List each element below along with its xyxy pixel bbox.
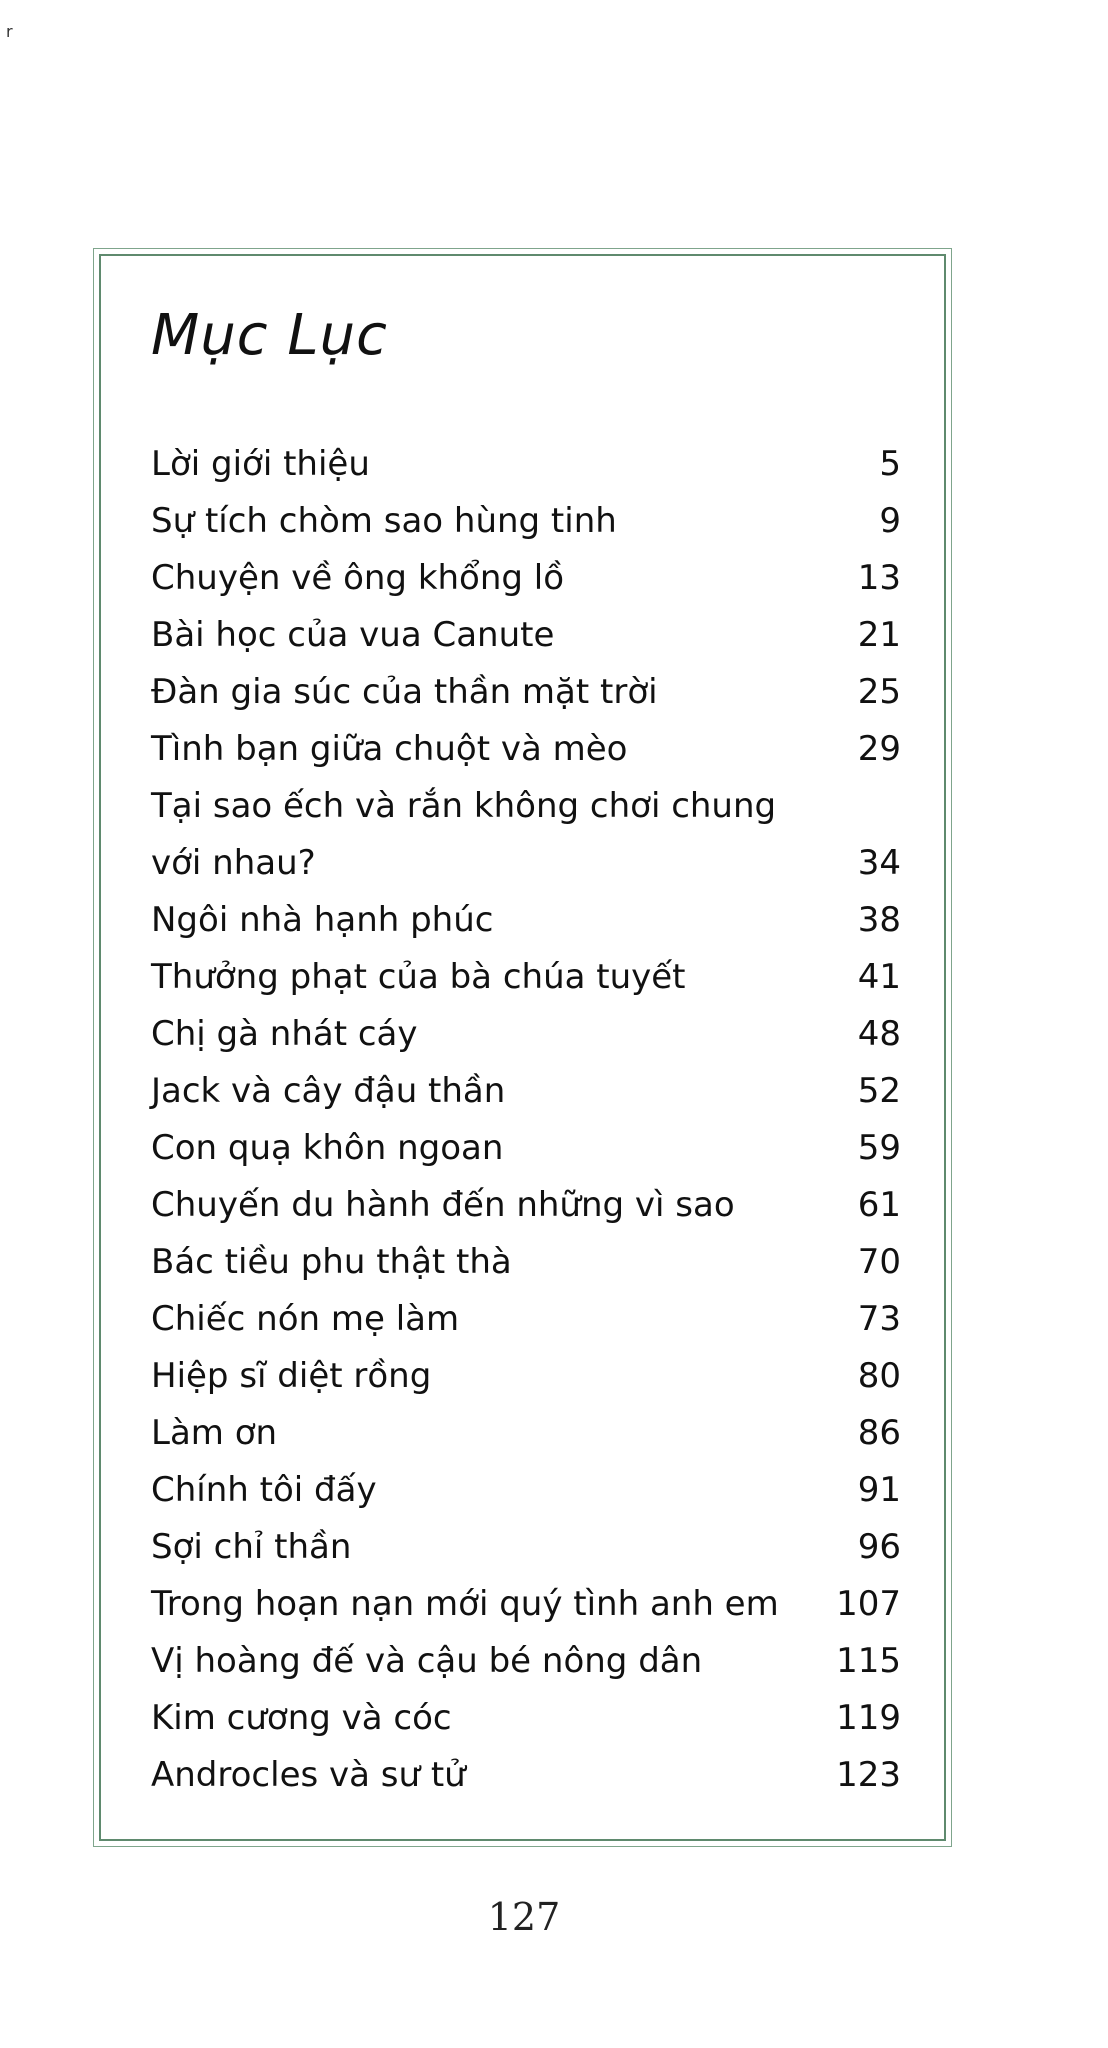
toc-entry bbox=[151, 1063, 901, 1120]
toc-entry-title: Thưởng phạt của bà chúa tuyết bbox=[151, 957, 686, 997]
toc-entry-page: 21 bbox=[857, 615, 901, 655]
toc-entry-page: 123 bbox=[836, 1755, 901, 1795]
toc-entry-page: 91 bbox=[857, 1470, 901, 1510]
toc-entry-page: 38 bbox=[857, 900, 901, 940]
toc-entry-page: 41 bbox=[857, 957, 901, 997]
toc-entry bbox=[151, 1348, 901, 1405]
toc-entry bbox=[151, 436, 901, 493]
toc-entry-page: 29 bbox=[857, 729, 901, 769]
toc-entry bbox=[151, 1177, 901, 1234]
toc-entry-page: 70 bbox=[857, 1242, 901, 1282]
toc-entry-page: 52 bbox=[857, 1071, 901, 1111]
toc-entry bbox=[151, 1747, 901, 1804]
toc-entry bbox=[151, 721, 901, 778]
toc-entry-title: Sợi chỉ thần bbox=[151, 1527, 352, 1567]
toc-entry bbox=[151, 778, 901, 892]
toc-entry-page: 73 bbox=[857, 1299, 901, 1339]
toc-entry-title: Con quạ khôn ngoan bbox=[151, 1128, 504, 1168]
toc-entry-title-line: Tại sao ếch và rắn không chơi chung bbox=[151, 786, 777, 826]
toc-entry bbox=[151, 607, 901, 664]
toc-entry-page: 13 bbox=[857, 558, 901, 598]
toc-entry-page: 115 bbox=[836, 1641, 901, 1681]
toc-frame bbox=[99, 254, 946, 1841]
toc-entry-page: 107 bbox=[836, 1584, 901, 1624]
page-number: 127 bbox=[487, 1895, 561, 1939]
toc-entry-title: Hiệp sĩ diệt rồng bbox=[151, 1356, 432, 1396]
toc-entry-title: Lời giới thiệu bbox=[151, 444, 370, 484]
toc-entry-page: 61 bbox=[857, 1185, 901, 1225]
toc-entry-title: Đàn gia súc của thần mặt trời bbox=[151, 672, 658, 712]
toc-entry-title: Tình bạn giữa chuột và mèo bbox=[151, 729, 628, 769]
corner-mark: r bbox=[6, 22, 13, 41]
toc-entry-page: 96 bbox=[857, 1527, 901, 1567]
toc-entry-title-line: với nhau? bbox=[151, 843, 316, 883]
toc-entry-title: Chị gà nhát cáy bbox=[151, 1014, 418, 1054]
toc-entry-page: 86 bbox=[857, 1413, 901, 1453]
toc-entry-page: 9 bbox=[879, 501, 901, 541]
toc-entry bbox=[151, 1120, 901, 1177]
toc-entry-title: Androcles và sư tử bbox=[151, 1755, 466, 1795]
toc-entry bbox=[151, 493, 901, 550]
toc-entry-title: Vị hoàng đế và cậu bé nông dân bbox=[151, 1641, 703, 1681]
toc-entry-title: Chuyện về ông khổng lồ bbox=[151, 558, 565, 598]
toc-entry bbox=[151, 1234, 901, 1291]
toc-entry-title: Làm ơn bbox=[151, 1413, 278, 1453]
toc-entry bbox=[151, 1291, 901, 1348]
toc-entry bbox=[151, 892, 901, 949]
toc-title: Mục Lục bbox=[151, 303, 388, 368]
toc-entry bbox=[151, 949, 901, 1006]
toc-entry-title bbox=[151, 778, 776, 892]
toc-entry-title: Kim cương và cóc bbox=[151, 1698, 452, 1738]
toc-entry-page: 25 bbox=[857, 672, 901, 712]
toc-entry bbox=[151, 1405, 901, 1462]
toc-entry bbox=[151, 1576, 901, 1633]
toc-entry-title: Jack và cây đậu thần bbox=[151, 1071, 506, 1111]
toc-entry-title: Chiếc nón mẹ làm bbox=[151, 1299, 460, 1339]
toc-entry-page: 80 bbox=[857, 1356, 901, 1396]
toc-entry-page: 59 bbox=[857, 1128, 901, 1168]
toc-entry bbox=[151, 664, 901, 721]
toc-entry-title: Trong hoạn nạn mới quý tình anh em bbox=[151, 1584, 779, 1624]
toc-entry-title: Ngôi nhà hạnh phúc bbox=[151, 900, 494, 940]
toc-list bbox=[151, 436, 901, 1804]
toc-entry-title: Bác tiều phu thật thà bbox=[151, 1242, 512, 1282]
toc-entry bbox=[151, 1519, 901, 1576]
toc-entry-page: 34 bbox=[857, 843, 901, 883]
toc-entry-title: Sự tích chòm sao hùng tinh bbox=[151, 501, 617, 541]
toc-entry-title: Chính tôi đấy bbox=[151, 1470, 377, 1510]
toc-entry bbox=[151, 1690, 901, 1747]
toc-entry bbox=[151, 550, 901, 607]
toc-entry bbox=[151, 1633, 901, 1690]
toc-entry-page: 119 bbox=[836, 1698, 901, 1738]
toc-entry-page: 5 bbox=[879, 444, 901, 484]
toc-entry-title: Chuyến du hành đến những vì sao bbox=[151, 1185, 735, 1225]
toc-entry bbox=[151, 1462, 901, 1519]
toc-entry-title: Bài học của vua Canute bbox=[151, 615, 555, 655]
toc-entry bbox=[151, 1006, 901, 1063]
toc-entry-page: 48 bbox=[857, 1014, 901, 1054]
